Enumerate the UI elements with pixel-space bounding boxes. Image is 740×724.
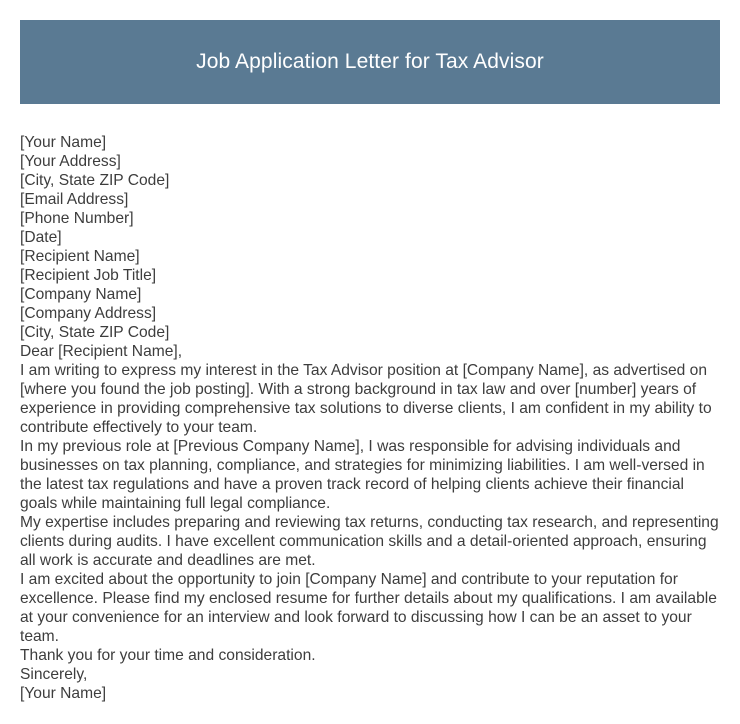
closing-line: Sincerely, — [20, 666, 88, 683]
sender-city-state-zip: [City, State ZIP Code] — [20, 172, 170, 189]
paragraph-closing-interest: I am excited about the opportunity to join [Company Name] and contribute to your reputation for excellence. Please find my enclosed resume for further details about my qualifications. I am available at your convenience for an interview and look forward to discussing how I can be an asset to your team. — [20, 571, 717, 645]
sender-email: [Email Address] — [20, 191, 129, 208]
sender-name: [Your Name] — [20, 134, 107, 151]
thanks-line: Thank you for your time and consideration. — [20, 647, 316, 664]
recipient-company-address: [Company Address] — [20, 305, 157, 322]
letter-body — [20, 133, 722, 703]
recipient-city-state-zip: [City, State ZIP Code] — [20, 324, 170, 341]
recipient-name: [Recipient Name] — [20, 248, 140, 265]
sender-phone: [Phone Number] — [20, 210, 134, 227]
title-banner — [20, 20, 720, 104]
signature-name: [Your Name] — [20, 685, 107, 702]
sender-address: [Your Address] — [20, 153, 121, 170]
recipient-job-title: [Recipient Job Title] — [20, 267, 157, 284]
paragraph-interest: I am writing to express my interest in the Tax Advisor position at [Company Name], as advertised on [where you found the job posting]. With a strong background in tax law and over [number] years of experience in providing comprehensive tax solutions to diverse clients, I am confident in my ability to contribute effectively to your team. — [20, 362, 712, 436]
letter-date: [Date] — [20, 229, 62, 246]
salutation: Dear [Recipient Name], — [20, 343, 183, 360]
paragraph-experience: In my previous role at [Previous Company Name], I was responsible for advising individuals and businesses on tax planning, compliance, and strategies for minimizing liabilities. I am well-versed in the latest tax regulations and have a proven track record of helping clients achieve their financial goals while maintaining full legal compliance. — [20, 438, 705, 512]
paragraph-expertise: My expertise includes preparing and reviewing tax returns, conducting tax research, and representing clients during audits. I have excellent communication skills and a detail-oriented approach, ensuring all work is accurate and deadlines are met. — [20, 514, 719, 569]
page-title: Job Application Letter for Tax Advisor — [196, 50, 544, 73]
recipient-company: [Company Name] — [20, 286, 142, 303]
